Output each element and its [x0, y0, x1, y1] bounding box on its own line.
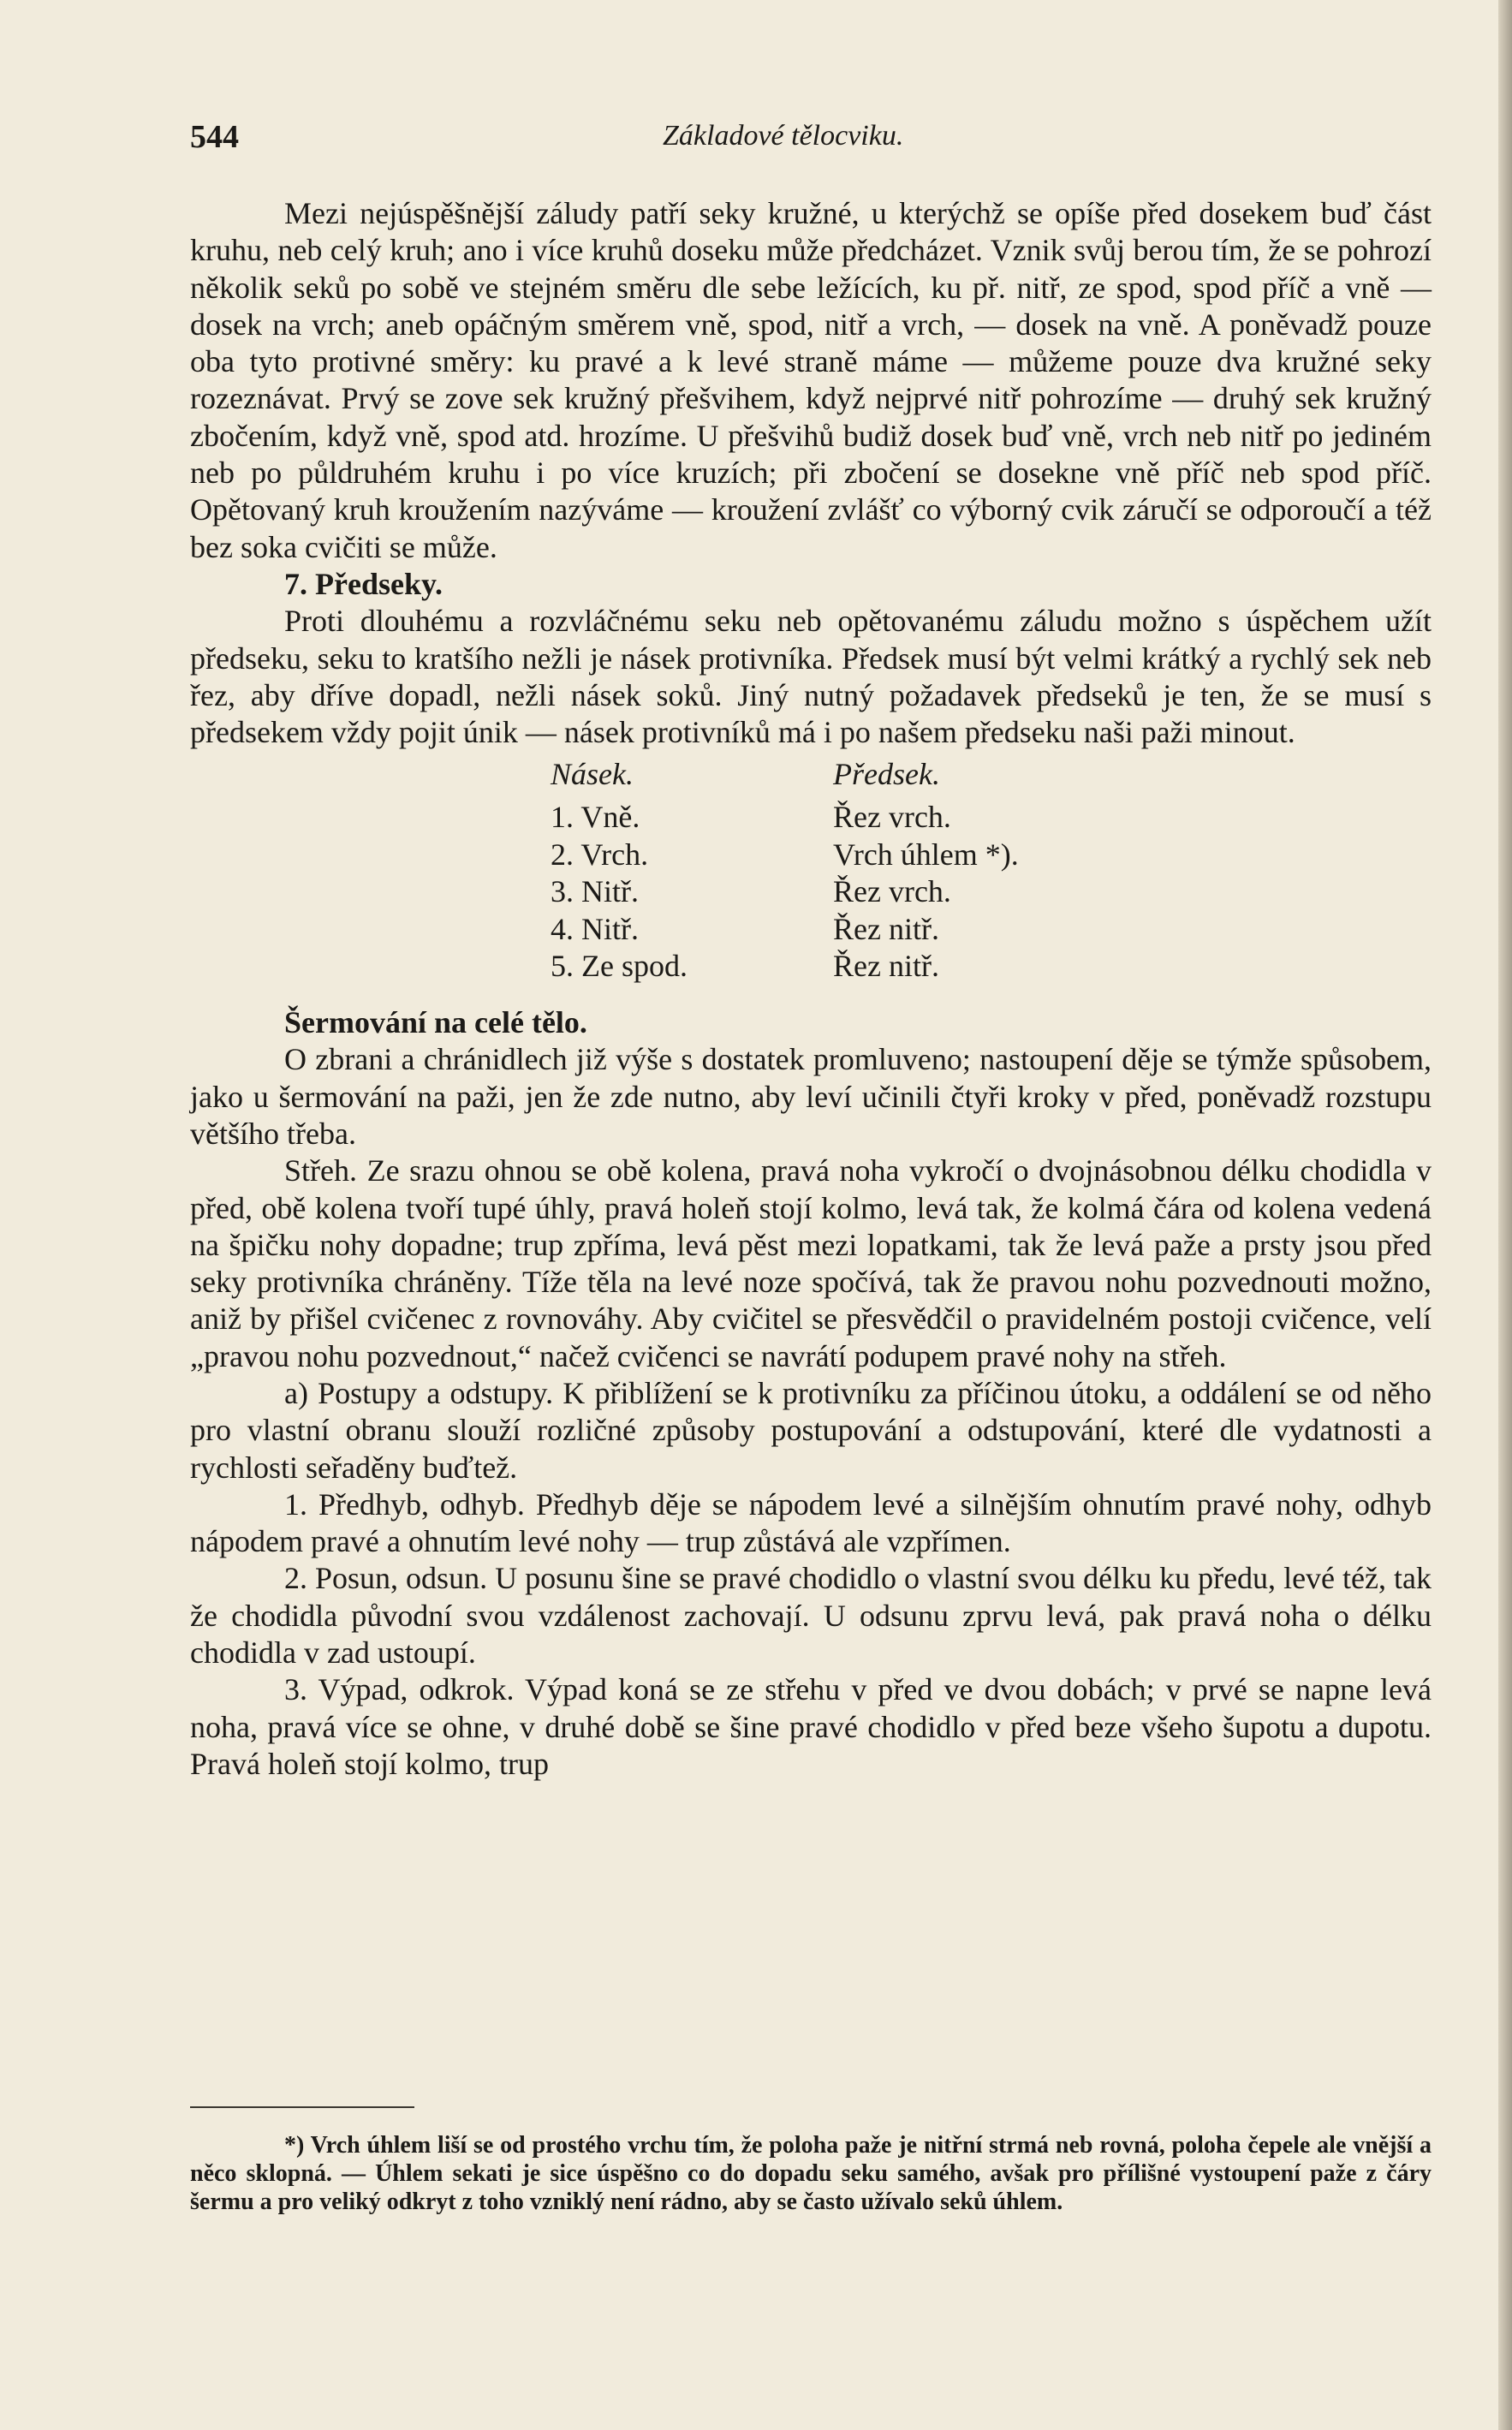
footnote: *) Vrch úhlem liší se od prostého vrchu tím, že poloha paže je nitřní strmá neb rovná, poloha čepele ale vnější a něco sklopná. — Úhlem sekati je sice úspěšno co do dopadu seku samého, avšak pro přílišné vystoupení paže z čáry šermu a pro veliký odkryt z toho vzniklý není rádno, aby se často užívalo seků úhlem. — [190, 2132, 1432, 2215]
paragraph-posun: 2. Posun, odsun. U posunu šine se pravé chodidlo o vlastní svou délku ku předu, levé též, tak že chodidla původní svou vzdálenost zachovají. U odsunu zprvu levá, pak pravá noha o délku chodidla v zad ustoupí. — [190, 1561, 1439, 1671]
column-header-predsek: Předsek. — [833, 757, 940, 792]
table-cell: 5. Ze spod. — [551, 949, 688, 984]
table-cell: Řez vrch. — [833, 800, 951, 835]
running-title: Základové tělocviku. — [663, 120, 904, 152]
table-cell: Řez nitř. — [833, 949, 939, 984]
table-row — [551, 873, 1432, 911]
paragraph-postupy: a) Postupy a odstupy. K přiblížení se k protivníku za příčinou útoku, a oddálení se od něho pro vlastní obranu slouží rozličné způsoby postupování a odstupování, které dle vydatnosti a rychlosti seřaděny buďtež. — [190, 1375, 1439, 1485]
paragraph-kruzne-seky: Mezi nejúspěšnější záludy patří seky kružné, u kterýchž se opíše před dosekem buď část kruhu, neb celý kruh; ano i více kruhů doseku může předcházet. Vznik svůj berou tím, že se pohrozí několik seků po sobě ve stejném směru dle sebe ležících, ku př. nitř, ze spod, spod příč a vně — dosek na vrch; aneb opáčným směrem vně, spod, nitř a vrch, — dosek na vně. A poněvadž pouze oba tyto protivné směry: ku pravé a k levé straně máme — můžeme pouze dva kružné seky rozeznávat. Prvý se zove sek kružný přešvihem, když nejprvé nitř pohrozíme — druhý sek kružný zbočením, když vně, spod atd. hrozíme. U přešvihů budiž dosek buď vně, vrch neb nitř po jediném neb po půldruhém kruhu i po více kruzích; při zbočení se dosekne vně příč neb spod příč. Opětovaný kruh kroužením nazýváme — kroužení zvlášť co výborný cvik záručí se odporoučí a též bez soka cvičiti se může. — [190, 196, 1439, 564]
table-cell: Vrch úhlem *). — [833, 837, 1019, 872]
column-header-nasek: Násek. — [551, 757, 634, 792]
footnote-rule — [190, 2106, 414, 2108]
table-cell: 1. Vně. — [551, 800, 640, 835]
paragraph-predseky: Proti dlouhému a rozvláčnému seku neb opětovanému záludu možno s úspěchem užít předseku, seku to kratšího nežli je násek protivníka. Předsek musí být velmi krátký a rychlý sek neb řez, aby dříve dopadl, nežli násek soků. Jiný nutný požadavek předseků je ten, že se musí s předsekem vždy pojit únik — násek protivníků má i po našem předseku naši paži minout. — [190, 604, 1439, 750]
table-header-row — [551, 756, 1432, 794]
table-row — [551, 911, 1432, 949]
paragraph-vypad: 3. Výpad, odkrok. Výpad koná se ze střehu v před ve dvou dobách; v prvé se napne levá noha, pravá více se ohne, v druhé době se šine pravé chodidlo v před beze všeho šupotu a dupotu. Pravá holeň stojí kolmo, trup — [190, 1672, 1439, 1781]
paragraph-zbran: O zbrani a chránidlech již výše s dostatek promluveno; nastoupení děje se týmže spůsobem, jako u šermování na paži, jen že zde nutno, aby leví učinili čtyři kroky v před, poněvadž rozstupu většího třeba. — [190, 1042, 1439, 1151]
table-cell: 2. Vrch. — [551, 837, 649, 872]
section-heading-predseky: 7. Předseky. — [284, 566, 443, 601]
table-row — [551, 948, 1432, 986]
table-cell: Řez nitř. — [833, 911, 939, 946]
section-heading-sermovani: Šermování na celé tělo. — [284, 1005, 587, 1040]
running-header — [190, 118, 1432, 158]
table-cell: Řez vrch. — [833, 874, 951, 909]
page-spine-shadow — [1498, 0, 1512, 2430]
table-row — [551, 799, 1432, 837]
nasek-predsek-table — [551, 756, 1432, 986]
page-number: 544 — [190, 119, 239, 155]
table-cell: 4. Nitř. — [551, 911, 639, 946]
paragraph-streh: Střeh. Ze srazu ohnou se obě kolena, pravá noha vykročí o dvojnásobnou délku chodidla v před, obě kolena tvoří tupé úhly, pravá holeň stojí kolmo, levá tak, že kolmá čára od kolena vedená na špičku nohy dopadne; trup zpříma, levá pěst mezi lopatkami, tak že levá paže a prsty jsou před seky protivníka chráněny. Tíže těla na levé noze spočívá, tak že pravou nohu pozvednouti možno, aniž by přišel cvičenec z rovnováhy. Aby cvičitel se přesvědčil o pravidelném postoji cvičence, velí „pravou nohu pozvednout,“ načež cvičenci se navrátí podupem pravé nohy na střeh. — [190, 1153, 1439, 1373]
paragraph-predhyb: 1. Předhyb, odhyb. Předhyb děje se nápodem levé a silnějším ohnutím pravé nohy, odhyb nápodem pravé a ohnutím levé nohy — trup zůstává ale vzpřímen. — [190, 1486, 1439, 1559]
table-cell: 3. Nitř. — [551, 874, 639, 909]
table-row — [551, 837, 1432, 874]
page-body — [190, 195, 1439, 1783]
